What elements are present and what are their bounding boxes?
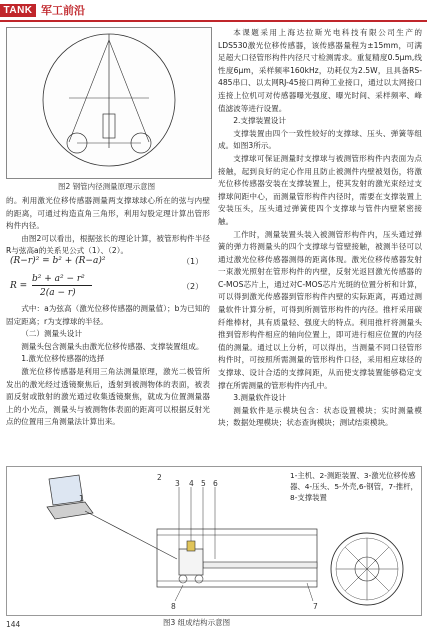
label-2: 2 [157, 473, 162, 482]
equation-2-denominator: 2(a − r) [40, 288, 76, 298]
figure-2-drawing [7, 28, 211, 178]
right-paragraph-5: 测量软件是示模块包含：状态设置模块；实时测量模块；数据处理模块；状态查询模块；测试结束模块。 [218, 405, 422, 428]
label-8: 8 [171, 602, 176, 611]
laptop-icon [47, 475, 93, 519]
label-1: 1 [79, 494, 84, 503]
left-paragraph-3: 式中：a为弦高（激光位移传感器的测量值）；b为已知的固定距离；r为支撑球的半径。 [6, 304, 210, 326]
page-number: 144 [6, 620, 21, 629]
push-rod [203, 562, 317, 568]
label-5: 5 [201, 479, 206, 488]
label-3: 3 [175, 479, 180, 488]
left-heading-1: （二）测量头设计 [21, 329, 82, 339]
sensor-block [187, 541, 195, 551]
header-divider [0, 20, 427, 22]
right-paragraph-4: 工作时，测量装置头装入被测管形构件内，压头通过弹簧的弹力将测量头的四个支撑球与管壁接触，被测半径可以通过激光位移传感器测得的距离体现。激光位移传感器发射一束激光照射在管形构件的内壁，反射光返回激光传感器的C-MOS芯片上，通过对C-MOS芯片光斑的位置分析和计算，可以得到激光传感器到管形构件内壁的实际距离，再通过测量软件计算分析，可得到所测管形构件的内径。推杆采用碳纤维棒材，具有质量轻、强度大的特点。利用推杆将测量头推到管形构件相应的轴向位置上，即可进行相应位置的内径值的测量。通过以上分析，可以得出，当测量不同口径管形构件时，可按照所需测量的管形构件口径，采用相应球径的支撑球、设计合适的支撑间距，从而使支撑装置能够稳定支撑在所需测量的管形构件内孔中。 [218, 229, 422, 390]
right-paragraph-3: 支撑球可保证测量时支撑球与被测管形构件内表面为点接触，起到良好的定心作用且防止被测件内壁被划伤，将激光位移传感器安装在支撑装置上，使其发射的激光束经过支撑球间距中心，而测量管形构件内径时，需要在支撑装置上安装压头，压头通过弹簧使四个支撑球与管件内壁紧密接触。 [218, 153, 422, 226]
equation-2-lhs: R = [10, 281, 28, 291]
right-paragraph-2: 支撑装置由四个一致性较好的支撑球、压头、弹簧等组成。如图3所示。 [218, 128, 422, 151]
left-column-lower [6, 303, 210, 429]
left-paragraph-1: 的。利用激光位移传感器测量两支撑球球心所在的弦与内壁的距离，可通过构造直角三角形，利用勾股定理计算出管形构件内径。 [6, 196, 210, 231]
figure-2 [6, 27, 212, 179]
right-paragraph-1: 本课题采用上海达拉斯光电科技有限公司生产的LDS530激光位移传感器，该传感器量程为±15mm，可满足超大口径管形构件内径尺寸检测需求。重复精度0.5μm,线性度6μm，采样频率160kHz，功耗仅为2.5W，且具备RS-485串口、以太网RJ-45接口两种工业接口，通过以太网接口连接上位机可对传感器曝光强度、曝光时间、采样频率、峰值滤波等进行设置。 [218, 28, 422, 113]
left-paragraph-4: 测量头包含测量头由激光位移传感器、支撑装置组成。 [21, 341, 204, 351]
figure-2-caption: 图2 钢管内径测量原理示意图 [58, 182, 156, 191]
section-title: 军工前沿 [41, 4, 85, 17]
journal-logo: TANK [0, 4, 36, 17]
left-paragraph-5: 激光位移传感器是利用三角法测量原理，激光二极管所发出的激光经过透镜聚焦后，透射到被测物体的表面，被表面反射或散射的激光通过收集透镜聚焦，就成为位置测量器上的小光点，测量头与被测物体表面的距离可以根据反射光点的位置用三角测量法计算出来。 [6, 366, 210, 427]
label-7: 7 [313, 602, 318, 611]
equation-1: (R−r)² = b² + (R−a)² [10, 256, 106, 266]
label-4: 4 [189, 479, 194, 488]
figure-3-legend: 1-主机、2-测距装置、3-激光位移传感器、4-压头、5-外壳,6-钢管，7-推杆，8-支撑装置 [290, 471, 418, 502]
right-heading-2: 3.测量软件设计 [233, 393, 286, 403]
left-heading-2: 1.激光位移传感器的选择 [21, 354, 105, 364]
equation-2-numerator: b² + a² − r² [32, 274, 85, 284]
fraction-bar [32, 285, 92, 286]
head-shell [179, 549, 203, 575]
figure-3-caption: 图3 组成结构示意图 [163, 618, 231, 627]
left-column [6, 195, 210, 258]
page-header [0, 0, 427, 22]
right-column [218, 27, 422, 430]
left-paragraph-2: 由图2可以看出，根据弦长的理论计算，被管形构件半径R与弦高a的关系见公式（1）、（2）。 [6, 233, 210, 256]
equation-2-number: （2） [182, 282, 204, 291]
right-heading-1: 2.支撑装置设计 [233, 116, 286, 126]
equation-1-number: （1） [182, 257, 204, 266]
label-6: 6 [213, 479, 218, 488]
